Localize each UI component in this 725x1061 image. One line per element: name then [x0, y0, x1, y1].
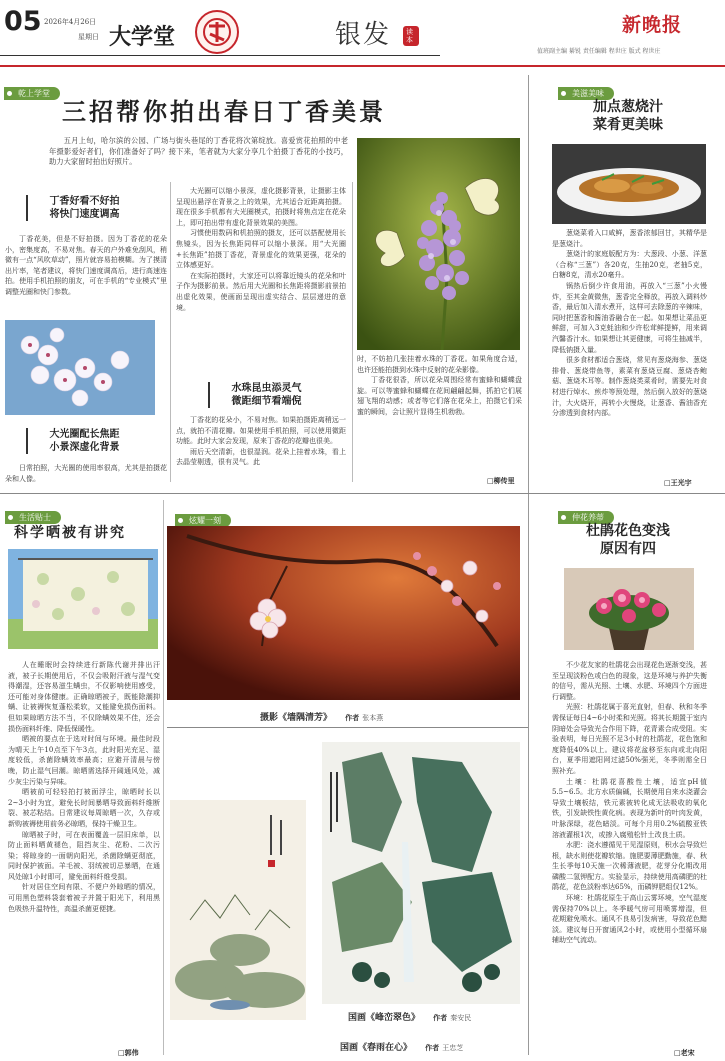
- subhead-2: 大光圈配长焦距 小景深虚化背景: [26, 428, 141, 454]
- recipe-photo: [552, 144, 706, 224]
- main-col2b-text: 丁香花的花朵小，不易对焦。如果拍摄距离稍远一点，就拍不清花瓣。如果使用手机拍照，可以使用微距功能。此时大家会发现，原来丁香花的花瓣也很美。 雨后天空清新，也很湿润。花朵上挂着水珠，看上去晶莹剔透，很有灵气。此: [176, 416, 346, 467]
- recipe-title: 加点葱烧汁 菜肴更美味: [593, 99, 663, 133]
- section-title: 大学堂: [109, 24, 176, 50]
- main-title: 三招帮你拍出春日丁香美景: [62, 97, 386, 126]
- page-number: 05: [4, 6, 42, 37]
- showcase-tag: 炫耀一刻: [175, 514, 231, 527]
- seal-graphic: [197, 12, 237, 52]
- blossom-photo: [167, 526, 520, 700]
- azalea-photo: [564, 568, 694, 650]
- lilac-butterfly-photo: [357, 138, 520, 350]
- blossom-caption: 摄影《墙隅清芳》 作者 张本燕: [260, 713, 384, 723]
- editor-credits: 值班副主编 綦锐 责任编辑 程世庄 版式 程世庄: [537, 48, 661, 55]
- quilt-title: 科学晒被有讲究: [14, 525, 126, 541]
- main-col2-text: 大光圈可以缩小景深，虚化摄影背景，让摄影主体呈现出悬浮在背景之上的效果，尤其适合近距离拍摄。现在很多手机都有大光圈模式，拍摄时将焦点定在花朵上，即可拍出带有虚化背景效果的美图。 习惯使用数码和机拍照的摄友，还可以搭配使用长焦镜头，因为长焦距同样可以缩小景深。用“大光圈+长焦距”拍摄丁香花，背景虚化的效果更强，花朵的立体感更好。 在实际拍摄时，大家还可以将靠近镜头的花朵和叶子作为摄影前景。然后用大光圈和长焦距将摄影前景拍出虚化效果，使画面呈现出虚实结合、层层递进的意境。: [176, 187, 346, 312]
- subhead-3: 水珠昆虫添灵气 微距细节看端倪: [208, 382, 323, 408]
- weekday: 星期日: [78, 33, 99, 41]
- newspaper-logo: 新晚报: [622, 14, 683, 36]
- recipe-tag: 美滋美味: [558, 87, 614, 100]
- main-col1b-text: 日常拍照，大光圈的使用率很高，尤其是拍摄花朵和人像。: [5, 464, 167, 483]
- recipe-text: 葱烧菜肴入口咸鲜，葱香浓郁回甘，其精华是是葱烧汁。 葱烧汁的家庭版配方为：大葱段、小葱、洋葱（合称“三葱”）各20克，生抽20克，老抽5克，白糖8克，清水20毫升。 锅热后倒少许食用油，再放入“三葱”小火慢炸，至其金黄微焦，葱香完全释放，再放入调料炒香，最后加入清水煮开，这样可去除葱的辛辣味，同时把葱香和酱油香融合在一起。如果想让菜品更鲜甜，可加入3克蚝油和少许松茸鲜提鲜，用来调汽馨香汁水。如果想让其更健康，可将生抽减半，降低钠摄入量。 很多食材都适合葱烧，常见有葱烧海参、葱烧排骨、葱烧带鱼等，素菜有葱烧豆腐、葱烧杏鲍菇、葱烧木耳等。制作葱烧类菜肴时，需要先对食材进行焯水、煎炸等预处理，然后倒入放好的葱烧汁，大火烧开，再转小火慢烧，让葱香、酱油香充分渗透到食材内部。: [552, 229, 707, 418]
- quilt-text: 人在睡眠时会持续进行新陈代谢并排出汗液，被子长期使用后，不仅会吸附汗液与湿气变得潮湿，还容易滋生螨虫，不仅影响使用感受，还可能对身体健康。正确晾晒被子，既能除潮抑螨、让被褥恢复蓬松柔软，又能避免损伤面料。但如果晾晒方法不当，不仅除螨效果不佳，还会损伤面料纤维、降低保暖性。 晒被的要点在于选对时间与环境。最佳时段为晴天上午10点至下午3点，此时阳光充足、湿度较低，杀菌除螨效率最高；应避开清晨与傍晚，防止湿气回潮。晾晒需选择开阔通风处，减少灰尘污染与异味。 晒被前可轻轻拍打被面浮尘，晾晒时长以2~3小时为宜，避免长时间暴晒导致面料纤维断裂、被芯粘结。日常建议每周晾晒一次，久存或新购被褥使用前务必晾晒，保持干燥卫生。 晾晒被子时，可在表面覆盖一层旧床单，以防止面料晒黄褪色，阻挡灰尘、花粉、二次污染；将晾身的一面朝向阳光，杀菌除螨更彻底，同时保护被面。羊毛被、羽绒被切忌暴晒，在通风处晾1小时即可，避免面料纤维受损。 针对居住空间有限、不便户外晾晒的情况，可用黑色塑料袋套着被子并置于阳光下，利用黑色吸热升温特性，高温杀菌更便捷。: [8, 661, 160, 913]
- main-col1-text: 丁香花美，但是不好拍摄。因为丁香花的花朵小，密集度高，不易对焦。春天的户外难免刮风，稍微有一点“风吹草动”，照片就容易拍模糊。为了摸清出片率，笔者建议，将快门速度调高后，进行高速连拍。使用手机拍照的朋友，可在手机的“专业模式”里调整光圈和快门参数。: [5, 235, 167, 296]
- sub-section: 银发: [335, 20, 392, 50]
- painting-green-peaks: [322, 742, 520, 1004]
- main-tag: 乾上学堂: [4, 87, 60, 100]
- tips-tag: 生活贴士: [5, 511, 61, 524]
- azalea-author: □老宋: [674, 1048, 695, 1057]
- reader-stamp: 读本: [403, 26, 419, 46]
- quilt-author: □郭伟: [118, 1048, 139, 1057]
- flower-tag: 仲花养蒂: [558, 511, 614, 524]
- azalea-text: 不少花友家的杜鹃花会出现花色逐渐变浅，甚至呈现淡粉色或白色的现象，这是环境与养护失衡的信号，需从光照、土壤、水肥、环境四个方面进行调整。 光照：杜鹃花属于喜光直射，但春、秋和冬季需保证每日4~6小时柔和光照。将其长期置于室内阴暗处会导致光合作用下降，花青素合成受阻。实验表明，每日光照不足3小时的杜鹃花，花色饱和度降低40%以上。建议将花盆移至东向或北向阳台，夏季用遮阳网过滤50%强光，冬季则需全日照补充。 土壤：杜鹃花喜酸性土壤，适宜pH值5.5~6.5。北方水质偏碱，长期使用自来水浇灌会导致土壤板结，铁元素被转化成无法吸收的氧化铁，引发缺铁性黄化病。表现为新叶的叶肉发黄，叶脉深绿，花色暗淡。可每个月用0.2%硫酸亚铁溶液灌根1次，或掺入腐殖松针土改良土质。 水肥：浇水遵循见干见湿原则，积水会导致烂根，缺水则使花瓣软缩。施肥要薄肥勤施，春、秋生长季每10天施一次稀薄液肥，花芽分化期改用磷酸二氢钾配方。实验显示，持续使用高磷肥的杜鹃花，花色淡粉率达65%，而磷钾肥组仅12%。 环境：杜鹃花原生于高山云雾环境，空气湿度需保持70%以上。冬季暖气房可用喷雾增湿，但花期避免喷水。通风不良易引发病害，导致花色黯淡。建议每日开窗通风2小时，或使用小型循环扇辅助空气流动。: [552, 661, 707, 945]
- issue-date: 2026年4月26日: [44, 18, 97, 26]
- painting-peaks-caption: 国画《峰峦翠色》 作者 秦安民: [348, 1013, 472, 1023]
- painting-spring-rain: [170, 800, 306, 1020]
- section-seal: [195, 10, 239, 54]
- main-col3-text: 时，不妨拍几张挂着水珠的丁香花。如果角度合适，也许还能拍摄到水珠中反射的花朵影像。 丁香花很香，所以花朵周围经常有蜜蜂和蝴蝶盘旋。可以等蜜蜂和蝴蝶在花间翩翩起舞，抓拍它们展翅飞翔的动感；或者等它们落在花朵上，拍摄它们采蜜的瞬间，会让照片显得生机勃勃。: [357, 355, 522, 416]
- azalea-title: 杜鹃花色变浅 原因有四: [586, 523, 670, 557]
- painting-rain-caption: 国画《春雨在心》 作者 王忠芝: [340, 1043, 464, 1053]
- main-author: □柳传里: [487, 476, 515, 485]
- main-intro: 五月上旬，哈尔滨的公园、广场与街头巷尾的丁香花将次第绽放。喜爱赏花拍照的中老年摄影爱好者们，你们准备好了吗？接下来，笔者就为大家分享几个拍摄丁香花的小技巧，助力大家留时拍出好照片。: [49, 136, 348, 166]
- lilac-photo-small: [5, 320, 155, 415]
- masthead: [0, 0, 725, 68]
- quilt-photo: [8, 549, 158, 649]
- subhead-1: 丁香好看不好拍 将快门速度调高: [26, 195, 141, 221]
- recipe-author: □王光宇: [664, 478, 692, 487]
